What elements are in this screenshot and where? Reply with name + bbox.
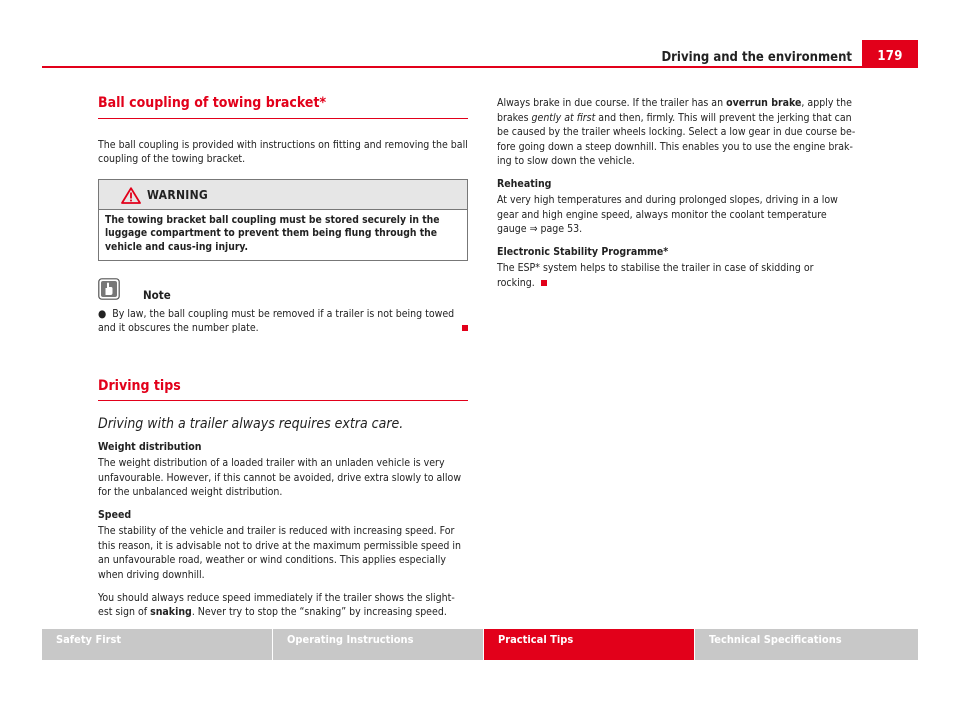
page-number: 179 <box>877 49 903 64</box>
weight-text: The weight distribution of a loaded trailer with an unladen vehicle is very unfavourable. However, if this cannot be avoided, drive extra slowly to allow for the unbalanced weight distribution. <box>98 457 462 499</box>
page-number-tab <box>862 40 918 68</box>
warning-triangle-icon <box>121 187 141 204</box>
reheating-text: At very high temperatures and during prolonged slopes, driving in a low gear and high engine speed, always monitor the coolant temperature gauge <box>497 194 838 236</box>
note-title: Note <box>143 287 171 302</box>
esp-paragraph <box>497 261 857 290</box>
note-hand-icon <box>98 278 120 300</box>
tab-operating-instructions[interactable]: Operating Instructions <box>273 629 484 660</box>
brake-post: and then, firmly. This will prevent the jerking that can be caused by the trailer wheels locking. Select a low gear in due course be-fore going down a steep downhill. This enables you to use the engine brak-ing to slow down the vehicle. <box>497 111 856 168</box>
section-end-mark <box>462 325 468 331</box>
brake-italic: gently at first <box>531 111 596 124</box>
tab-safety-first[interactable]: Safety First <box>42 629 273 660</box>
note-bullet-item <box>98 307 468 336</box>
warning-text: The towing bracket ball coupling must be stored securely in the luggage compartment to prevent them being flung through the vehicle and caus-ing injury. <box>105 213 440 253</box>
right-column <box>497 96 857 299</box>
warning-title: WARNING <box>147 187 209 202</box>
reheating-paragraph <box>497 193 857 237</box>
speed-heading: Speed <box>98 509 132 522</box>
ball-coupling-intro: The ball coupling is provided with instructions on fitting and removing the ball coupling of the towing bracket. <box>98 138 468 166</box>
esp-text: The ESP* system helps to stabilise the trailer in case of skidding or rocking. <box>497 261 814 289</box>
warning-header <box>99 180 467 210</box>
page-reference-link[interactable]: ⇒ page 53. <box>529 223 583 236</box>
snaking-paragraph <box>98 591 468 620</box>
weight-heading: Weight distribution <box>98 441 202 454</box>
bullet-dot: ● <box>98 307 107 320</box>
brake-paragraph <box>497 96 857 169</box>
running-header-section: Driving and the environment <box>661 50 852 65</box>
driving-tips-lead: Driving with a trailer always requires extra care. <box>98 416 404 433</box>
esp-heading: Electronic Stability Programme* <box>497 246 669 259</box>
reheating-heading: Reheating <box>497 178 552 191</box>
brake-bold: overrun brake <box>726 97 802 109</box>
tab-technical-specifications[interactable]: Technical Specifications <box>695 629 918 660</box>
driving-tips-heading: Driving tips <box>98 379 468 402</box>
snaking-pre: You should always reduce speed immediately if the trailer shows the slight-est sign of <box>98 591 455 619</box>
footer-tabs <box>42 629 918 660</box>
ball-coupling-heading: Ball coupling of towing bracket* <box>98 96 468 119</box>
brake-pre: Always brake in due course. If the trailer has an <box>497 97 727 109</box>
speed-text: The stability of the vehicle and trailer is reduced with increasing speed. For this reason, it is advisable not to drive at the maximum permissible speed in an unfavourable road, weather or wind conditions. This applies especially when driving downhill. <box>98 524 462 581</box>
snaking-post: . Never try to stop the “snaking” by increasing speed. <box>191 606 447 619</box>
note-text: By law, the ball coupling must be removed if a trailer is not being towed and it obscures the number plate. <box>98 307 455 335</box>
tab-practical-tips[interactable]: Practical Tips <box>484 629 695 660</box>
brake-mid: , apply the brakes <box>497 97 852 124</box>
warning-box <box>98 179 468 261</box>
header-rule <box>42 66 918 68</box>
section-end-mark <box>541 280 547 286</box>
snaking-bold: snaking <box>150 606 192 619</box>
left-column <box>98 96 468 628</box>
note-block <box>98 278 468 302</box>
